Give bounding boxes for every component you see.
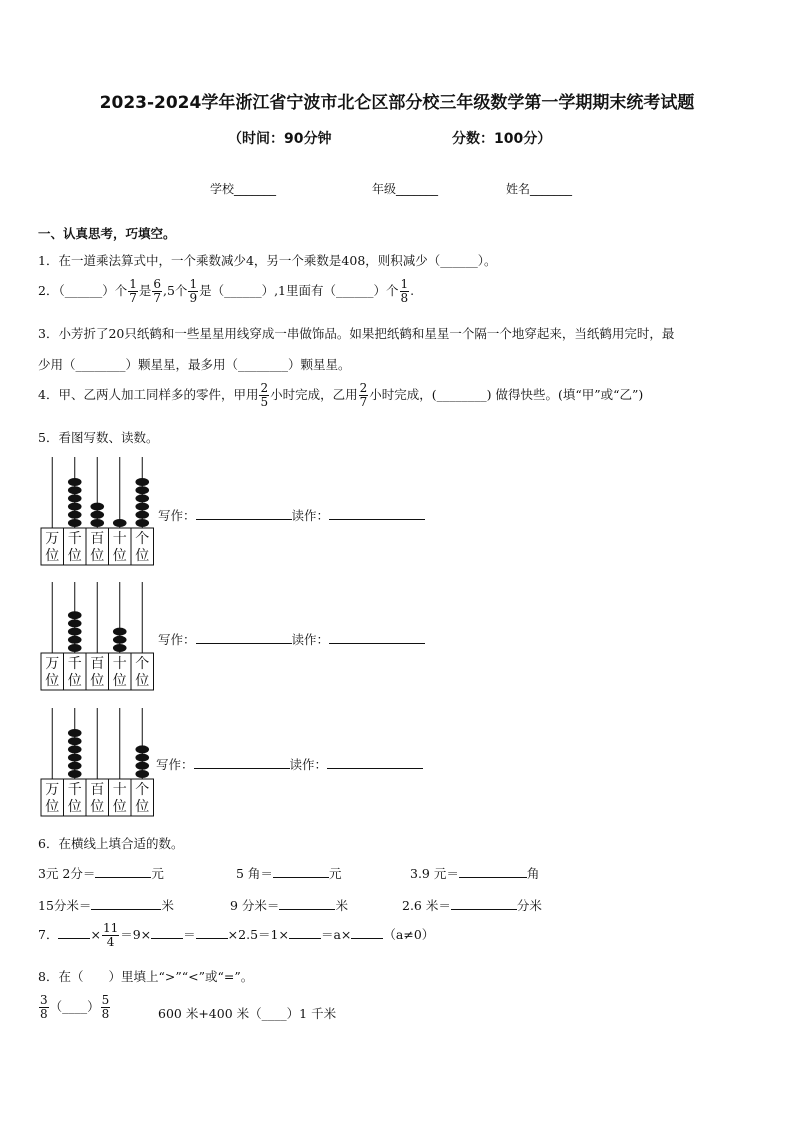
- question-6-row-2b: [230, 896, 348, 914]
- abacus-bead: [68, 729, 82, 737]
- place-label: 百: [90, 531, 105, 547]
- place-suffix: 位: [90, 799, 105, 815]
- place-label: 个: [135, 782, 150, 798]
- question-6-row-1: [38, 864, 164, 882]
- section-heading: 一、认真思考，巧填空。: [38, 226, 176, 241]
- read-label: 读作：: [291, 508, 330, 523]
- place-suffix: 位: [67, 799, 82, 815]
- fraction: $\frac{2}{7}$: [359, 381, 368, 409]
- q7-blank[interactable]: [151, 926, 183, 939]
- q7-blank[interactable]: [58, 926, 90, 939]
- q4-text-1: 4．甲、乙两人加工同样多的零件，甲用: [38, 387, 259, 402]
- place-label: 万: [45, 656, 60, 672]
- place-label: 十: [112, 782, 127, 798]
- place-suffix: 位: [67, 548, 82, 564]
- abacus-bead: [68, 503, 82, 511]
- question-6: 6．在横线上填合适的数。: [38, 836, 184, 851]
- q6-blank[interactable]: [91, 897, 161, 910]
- fraction: $\frac{5}{8}$: [101, 993, 110, 1021]
- q6-unit: 米: [161, 898, 174, 913]
- abacus-bead: [113, 636, 127, 644]
- write-blank[interactable]: [196, 631, 292, 644]
- exam-score: 分数：100分）: [452, 131, 552, 147]
- place-label: 千: [67, 531, 82, 547]
- q4-text-3: 小时完成，(________) 做得快些。(填“甲”或“乙”): [369, 387, 644, 402]
- abacus-2-answer: [158, 630, 425, 648]
- question-4: [38, 382, 643, 409]
- place-label: 千: [67, 656, 82, 672]
- place-label: 个: [135, 656, 150, 672]
- fraction: $\frac{11}{4}$: [102, 921, 119, 949]
- q2-text-2: 是: [138, 283, 152, 298]
- q6-unit: 分米: [516, 898, 542, 913]
- abacus-bead: [68, 478, 82, 486]
- fraction: $\frac{2}{5}$: [260, 381, 269, 409]
- read-blank[interactable]: [329, 631, 425, 644]
- abacus-bead: [135, 519, 149, 527]
- place-suffix: 位: [135, 548, 150, 564]
- abacus-bead: [135, 494, 149, 502]
- q6-unit: 米: [335, 898, 348, 913]
- write-blank[interactable]: [194, 756, 290, 769]
- abacus-3-answer: [156, 755, 423, 773]
- q7-text: ×: [90, 927, 101, 942]
- place-label: 百: [90, 782, 105, 798]
- q7-blank[interactable]: [351, 926, 383, 939]
- abacus-bead: [135, 745, 149, 753]
- question-8-item-1: [38, 994, 111, 1021]
- question-5: 5．看图写数、读数。: [38, 430, 159, 445]
- read-blank[interactable]: [329, 507, 425, 520]
- place-label: 十: [112, 656, 127, 672]
- abacus-bead: [135, 478, 149, 486]
- q7-blank[interactable]: [289, 926, 321, 939]
- write-label: 写作：: [158, 508, 196, 523]
- q6-blank[interactable]: [459, 865, 527, 878]
- q6-blank[interactable]: [451, 897, 517, 910]
- abacus-bead: [90, 519, 104, 527]
- place-suffix: 位: [45, 548, 60, 564]
- place-suffix: 位: [90, 673, 105, 689]
- question-3-line-1: 3．小芳折了20只纸鹤和一些星星用线穿成一串做饰品。如果把纸鹤和星星一个隔一个地穿起来，当纸鹤用完时，最: [38, 326, 675, 341]
- q7-text: ＝: [183, 927, 196, 942]
- fraction: $\frac{1}{7}$: [129, 277, 137, 305]
- q7-blank[interactable]: [196, 926, 228, 939]
- place-suffix: 位: [45, 799, 60, 815]
- place-suffix: 位: [112, 548, 127, 564]
- abacus-2: [40, 580, 160, 692]
- q2-text-4: 是（______）,1里面有（______）个: [199, 283, 399, 298]
- question-8: 8．在（ ）里填上“>”“<”或“=”。: [38, 969, 254, 984]
- question-2: [38, 278, 414, 305]
- read-label: 读作：: [289, 757, 328, 772]
- fraction: $\frac{1}{8}$: [400, 277, 409, 305]
- abacus-bead: [68, 644, 82, 652]
- q6-item: 15分米＝: [38, 898, 92, 913]
- abacus-bead: [135, 770, 149, 778]
- abacus-bead: [68, 611, 82, 619]
- q7-text: ＝a×: [320, 927, 352, 942]
- q6-unit: 角: [526, 866, 540, 881]
- question-7: [38, 922, 434, 949]
- abacus-bead: [68, 762, 82, 770]
- abacus-1: [40, 455, 160, 567]
- question-1: 1．在一道乘法算式中，一个乘数减少4，另一个乘数是408，则积减少（______）。: [38, 253, 497, 268]
- abacus-bead: [68, 636, 82, 644]
- abacus-bead: [90, 511, 104, 519]
- abacus-1-answer: [158, 506, 425, 524]
- abacus-bead: [135, 762, 149, 770]
- place-suffix: 位: [90, 548, 105, 564]
- abacus-bead: [68, 519, 82, 527]
- place-suffix: 位: [45, 673, 60, 689]
- abacus-bead: [135, 503, 149, 511]
- abacus-bead: [68, 770, 82, 778]
- school-field[interactable]: 学校_______: [210, 182, 277, 196]
- read-label: 读作：: [291, 632, 330, 647]
- abacus-bead: [68, 511, 82, 519]
- q6-item: 5 角＝: [236, 866, 273, 881]
- abacus-bead: [68, 754, 82, 762]
- q2-text-5: .: [410, 283, 415, 298]
- question-8-item-2: 600 米+400 米（____）1 千米: [158, 1006, 337, 1021]
- abacus-bead: [68, 486, 82, 494]
- name-field[interactable]: 姓名_______: [506, 182, 573, 196]
- abacus-bead: [90, 503, 104, 511]
- q4-text-2: 小时完成，乙用: [270, 387, 358, 402]
- question-3-line-2: 少用（________）颗星星，最多用（________）颗星星。: [38, 357, 351, 372]
- q6-unit: 元: [151, 866, 164, 881]
- abacus-bead: [113, 519, 127, 527]
- write-blank[interactable]: [196, 507, 292, 520]
- q6-blank[interactable]: [273, 865, 329, 878]
- question-6-row-2c: [402, 896, 542, 914]
- q7-text: ×2.5＝1×: [227, 927, 289, 942]
- q6-item: 2.6 米＝: [402, 898, 451, 913]
- place-suffix: 位: [135, 799, 150, 815]
- write-label: 写作：: [156, 757, 194, 772]
- place-label: 个: [135, 531, 150, 547]
- abacus-bead: [135, 486, 149, 494]
- q6-blank[interactable]: [279, 897, 335, 910]
- question-6-row-2: [38, 896, 174, 914]
- place-label: 十: [112, 531, 127, 547]
- fraction: $\frac{1}{9}$: [189, 277, 198, 305]
- grade-field[interactable]: 年级_______: [372, 182, 439, 196]
- abacus-bead: [113, 628, 127, 636]
- place-suffix: 位: [67, 673, 82, 689]
- abacus-bead: [135, 754, 149, 762]
- place-suffix: 位: [112, 799, 127, 815]
- q6-blank[interactable]: [95, 865, 151, 878]
- abacus-bead: [68, 737, 82, 745]
- place-label: 万: [45, 531, 60, 547]
- fraction: $\frac{3}{8}$: [40, 993, 48, 1021]
- abacus-3: [40, 706, 160, 818]
- read-blank[interactable]: [327, 756, 423, 769]
- abacus-bead: [68, 619, 82, 627]
- fraction: $\frac{6}{7}$: [153, 277, 161, 305]
- place-suffix: 位: [135, 673, 150, 689]
- q7-text: 7．: [38, 927, 59, 942]
- place-label: 千: [67, 782, 82, 798]
- q6-item: 9 分米＝: [230, 898, 280, 913]
- question-6-row-1c: [410, 864, 539, 882]
- q6-unit: 元: [328, 866, 342, 881]
- q2-text-1: 2．（______）个: [38, 283, 128, 298]
- page-title: 2023-2024学年浙江省宁波市北仑区部分校三年级数学第一学期期末统考试题: [99, 93, 695, 113]
- q2-text-3: ,5个: [163, 283, 188, 298]
- write-label: 写作：: [158, 632, 196, 647]
- q7-text: （a≠0）: [383, 927, 435, 942]
- q6-item: 3元 2分＝: [38, 866, 96, 881]
- abacus-bead: [135, 511, 149, 519]
- place-label: 万: [45, 782, 60, 798]
- compare-blank[interactable]: （____）: [49, 999, 100, 1014]
- question-6-row-1b: [236, 864, 341, 882]
- q6-item: 3.9 元＝: [410, 866, 459, 881]
- place-label: 百: [90, 656, 105, 672]
- abacus-bead: [68, 745, 82, 753]
- abacus-bead: [68, 494, 82, 502]
- abacus-bead: [68, 628, 82, 636]
- place-suffix: 位: [112, 673, 127, 689]
- abacus-bead: [113, 644, 127, 652]
- exam-time: （时间：90分钟: [228, 131, 332, 147]
- q7-text: ＝9×: [120, 927, 152, 942]
